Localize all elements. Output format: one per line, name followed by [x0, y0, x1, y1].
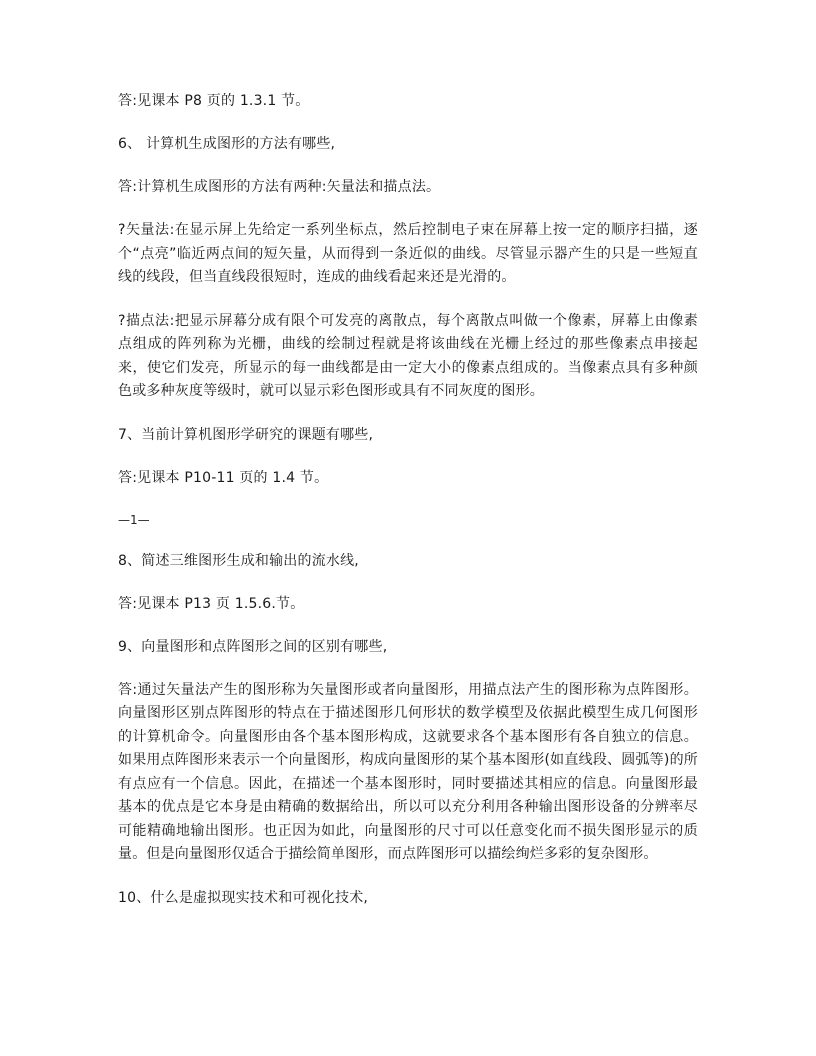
page-number: —1—	[118, 512, 150, 527]
answer-paragraph: ?矢量法:在显示屏上先给定一系列坐标点，然后控制电子束在屏幕上按一定的顺序扫描，逐个“点亮”临近两点间的短矢量，从而得到一条近似的曲线。尽管显示器产生的只是一些短直线的线段，但当直线段很短时，连成的曲线看起来还是光滑的。	[118, 222, 698, 285]
answer-paragraph: 答:计算机生成图形的方法有两种:矢量法和描点法。	[118, 179, 441, 195]
question-paragraph: 10、什么是虚拟现实技术和可视化技术,	[118, 889, 369, 906]
answer-paragraph: ?描点法:把显示屏幕分成有限个可发亮的离散点，每个离散点叫做一个像素，屏幕上由像素点组成的阵列称为光栅，曲线的绘制过程就是将该曲线在光栅上经过的那些像素点串接起来，使它们发亮，所显示的每一曲线都是由一定大小的像素点组成的。当像素点具有多种颜色或多种灰度等级时，就可以显示彩色图形或具有不同灰度的图形。	[118, 312, 698, 399]
question-paragraph: 7、当前计算机图形学研究的课题有哪些,	[118, 426, 374, 443]
answer-paragraph: 答:见课本 P13 页 1.5.6.节。	[118, 595, 305, 612]
question-paragraph: 9、向量图形和点阵图形之间的区别有哪些,	[118, 638, 388, 655]
question-paragraph: 6、 计算机生成图形的方法有哪些,	[118, 136, 336, 152]
answer-paragraph: 答:见课本 P10-11 页的 1.4 节。	[118, 469, 329, 486]
question-paragraph: 8、简述三维图形生成和输出的流水线,	[118, 552, 359, 569]
document-page	[118, 90, 698, 930]
answer-paragraph: 答:见课本 P8 页的 1.3.1 节。	[118, 93, 310, 109]
answer-paragraph: 答:通过矢量法产生的图形称为矢量图形或者向量图形，用描点法产生的图形称为点阵图形。向量图形区别点阵图形的特点在于描述图形几何形状的数学模型及依据此模型生成几何图形的计算机命令。向量图形由各个基本图形构成，这就要求各个基本图形有各自独立的信息。如果用点阵图形来表示一个向量图形，构成向量图形的某个基本图形(如直线段、圆弧等)的所有点应有一个信息。因此，在描述一个基本图形时，同时要描述其相应的信息。向量图形最基本的优点是它本身是由精确的数据给出，所以可以充分利用各种输出图形设备的分辨率尽可能精确地输出图形。也正因为如此，向量图形的尺寸可以任意变化而不损失图形显示的质量。但是向量图形仅适合于描绘简单图形，而点阵图形可以描绘绚烂多彩的复杂图形。	[118, 681, 698, 862]
